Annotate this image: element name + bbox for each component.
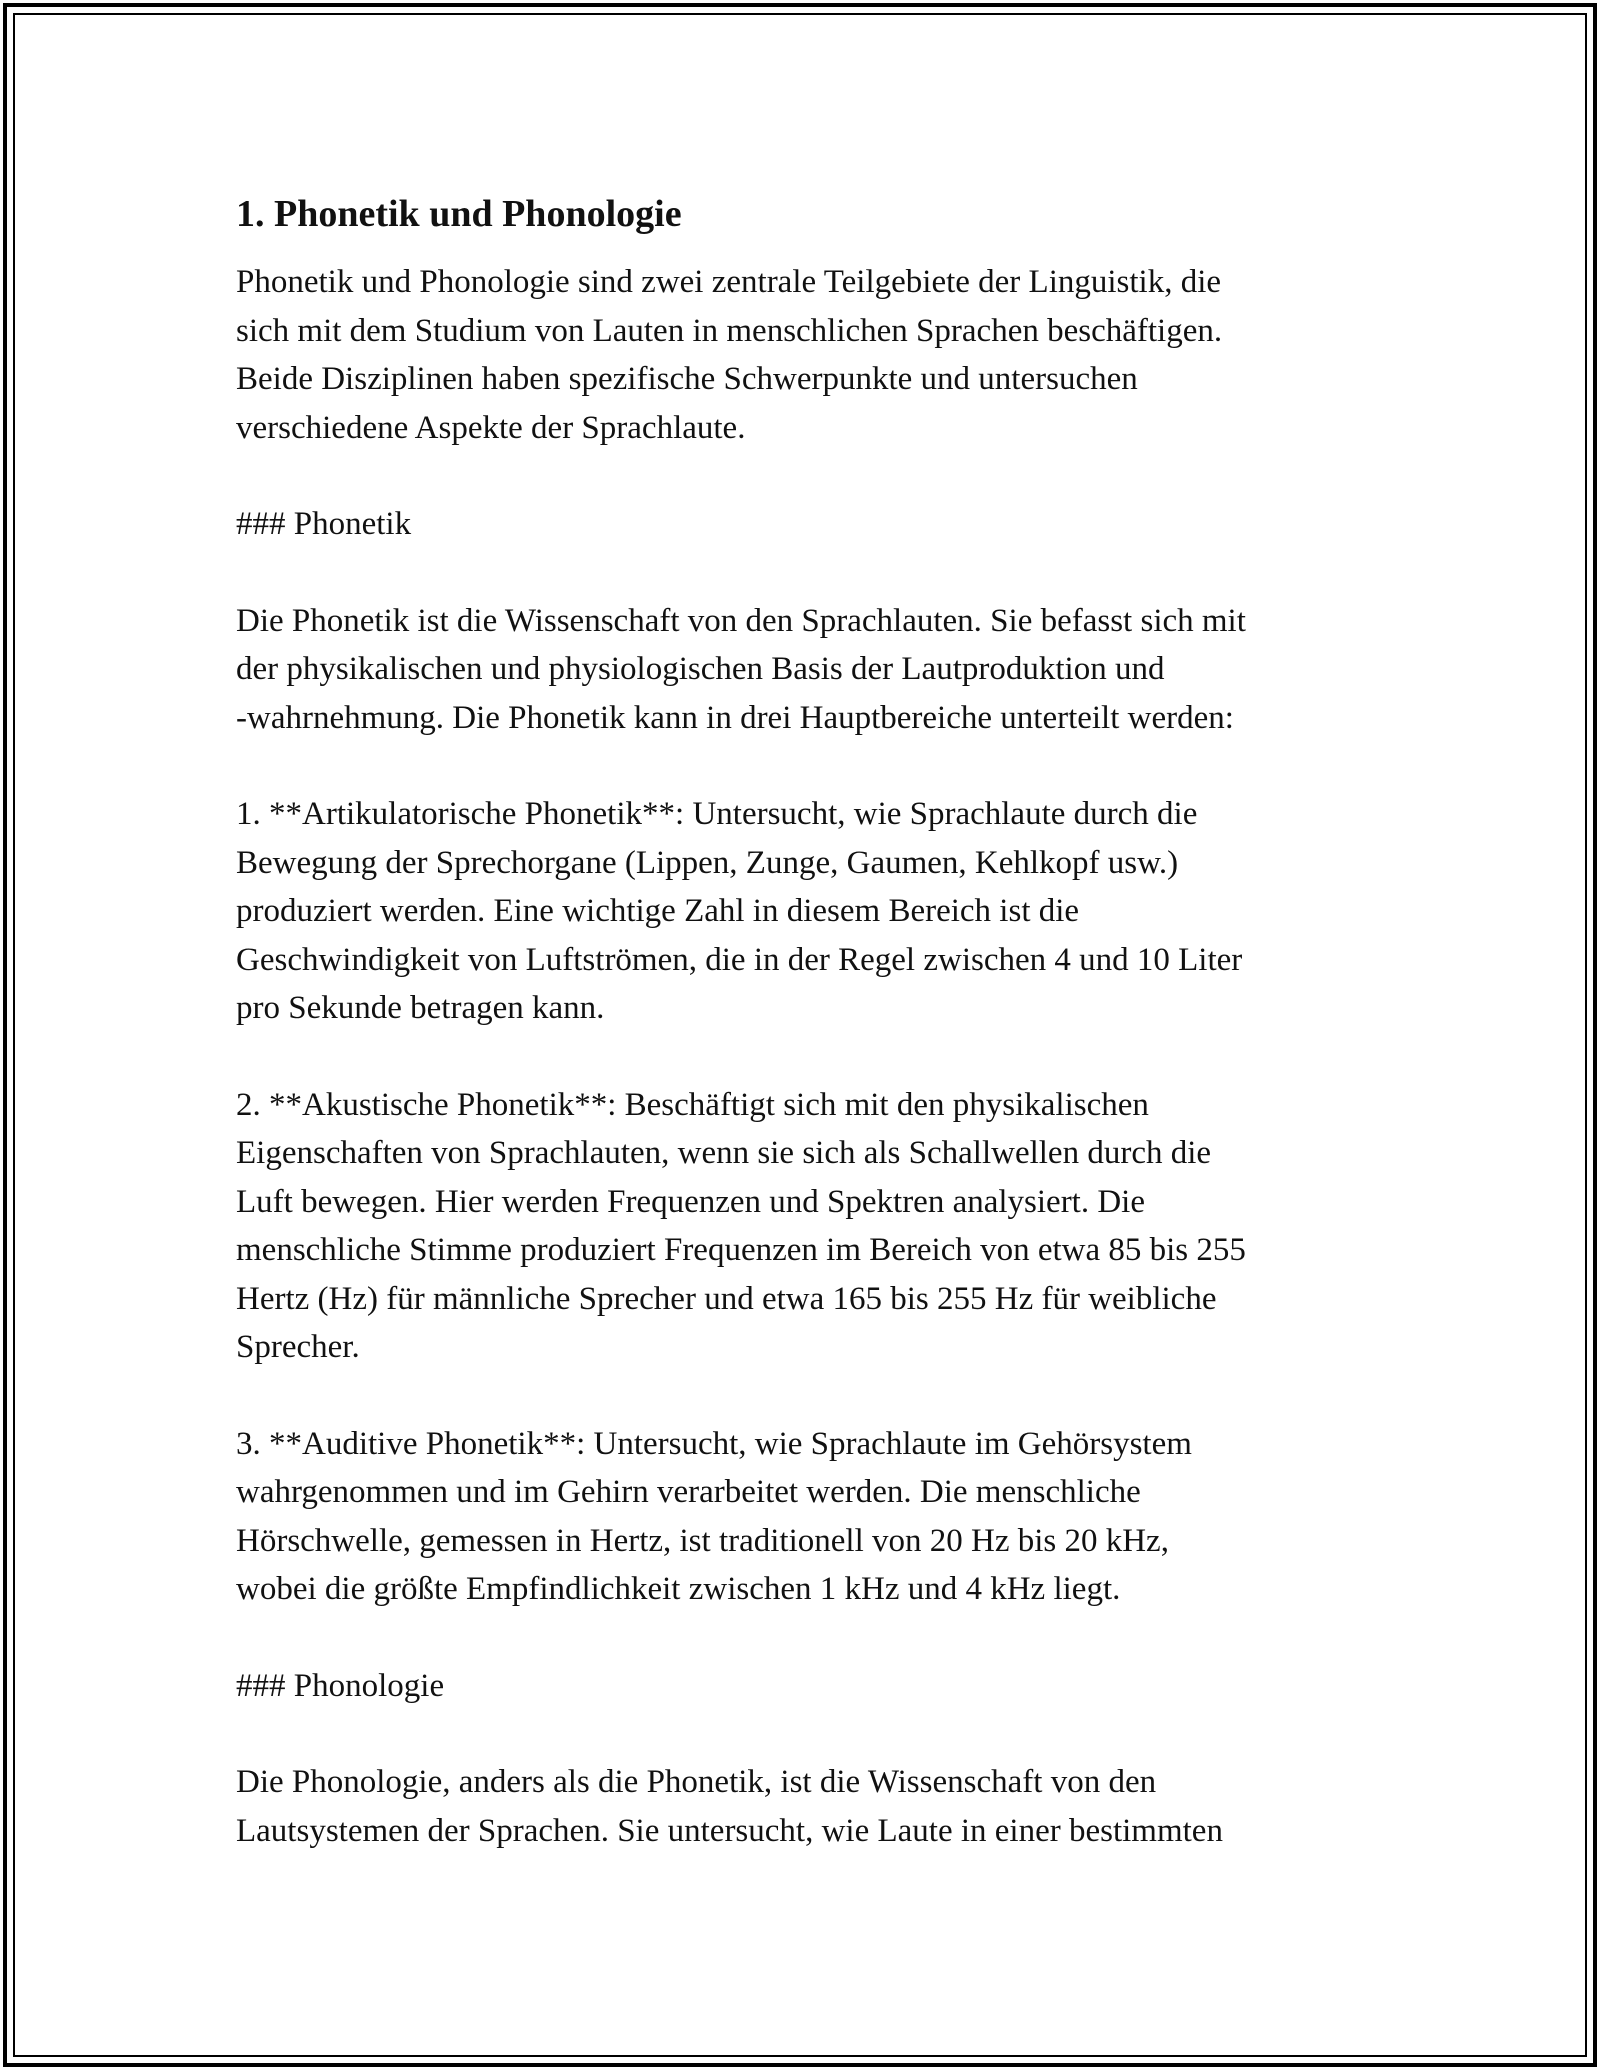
text-line: Eigenschaften von Sprachlauten, wenn sie sich als Schallwellen durch die [236,1135,1212,1171]
text-line: -wahrnehmung. Die Phonetik kann in drei Hauptbereiche unterteilt werden: [236,699,1234,736]
text-line: Sprecher. [236,1329,360,1365]
text-line: Hertz (Hz) für männliche Sprecher und etwa 165 bis 255 Hz für weibliche [236,1280,1217,1317]
text-line: Lautsystemen der Sprachen. Sie untersucht, wie Laute in einer bestimmten [236,1812,1223,1849]
text-line: Die Phonologie, anders als die Phonetik, ist die Wissenschaft von den [236,1764,1157,1800]
text-line: Beide Disziplinen haben spezifische Schwerpunkte und untersuchen [236,361,1138,397]
text-line: Luft bewegen. Hier werden Frequenzen und Spektren analysiert. Die [236,1183,1145,1220]
phonologie-paragraph [236,1758,1386,1855]
text-line: menschliche Stimme produziert Frequenzen im Bereich von etwa 85 bis 255 [236,1232,1246,1268]
text-line: produziert werden. Eine wichtige Zahl in diesem Bereich ist die [236,893,1080,929]
text-line: sich mit dem Studium von Lauten in menschlichen Sprachen beschäftigen. [236,312,1223,349]
text-line: wahrgenommen und im Gehirn verarbeitet werden. Die menschliche [236,1474,1141,1510]
text-line: Geschwindigkeit von Luftströmen, die in der Regel zwischen 4 und 10 Liter [236,941,1243,978]
text-line: Hörschwelle, gemessen in Hertz, ist traditionell von 20 Hz bis 20 kHz, [236,1522,1169,1559]
subheading-phonologie [236,1662,1386,1711]
text-line: ### Phonologie [236,1667,445,1704]
subheading-phonetik [236,500,1386,549]
text-line: 2. **Akustische Phonetik**: Beschäftigt sich mit den physikalischen [236,1086,1149,1123]
text-line: Phonetik und Phonologie sind zwei zentrale Teilgebiete der Linguistik, die [236,264,1222,300]
text-line: verschiedene Aspekte der Sprachlaute. [236,409,746,446]
text-line: Bewegung der Sprechorgane (Lippen, Zunge, Gaumen, Kehlkopf usw.) [236,844,1179,881]
text-line: wobei die größte Empfindlichkeit zwischen 1 kHz und 4 kHz liegt. [236,1571,1121,1607]
text-line: 3. **Auditive Phonetik**: Untersucht, wie Sprachlaute im Gehörsystem [236,1425,1192,1462]
list-item-akustische-phonetik [236,1081,1386,1372]
text-line: der physikalischen und physiologischen Basis der Lautproduktion und [236,651,1165,687]
intro-paragraph [236,258,1386,452]
text-line: pro Sekunde betragen kann. [236,990,605,1026]
phonetik-paragraph [236,597,1386,743]
document-body [236,188,1386,1903]
list-item-artikulatorische-phonetik [236,790,1386,1033]
text-line: ### Phonetik [236,506,412,542]
text-line: Die Phonetik ist die Wissenschaft von den Sprachlauten. Sie befasst sich mit [236,602,1246,639]
section-heading: 1. Phonetik und Phonologie [236,193,682,235]
list-item-auditive-phonetik [236,1420,1386,1614]
text-line: 1. **Artikulatorische Phonetik**: Untersucht, wie Sprachlaute durch die [236,796,1198,832]
